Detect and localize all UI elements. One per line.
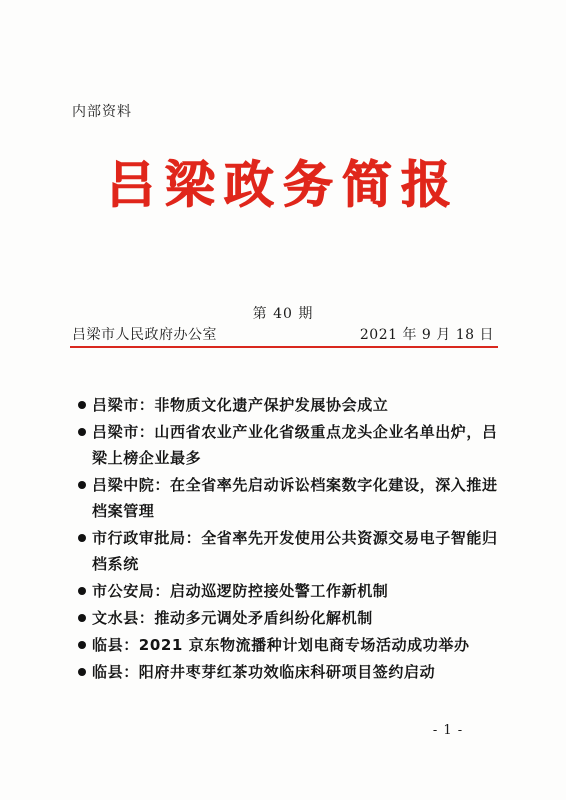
classification-label: 内部资料 — [72, 104, 132, 120]
bullet-icon — [78, 587, 86, 595]
headline-item — [78, 632, 508, 658]
headline-text: 临县：2021 京东物流播种计划电商专场活动成功举办 — [92, 636, 470, 654]
headline-text: 临县：阳府井枣芽红茶功效临床科研项目签约启动 — [92, 663, 436, 681]
red-divider-line — [70, 346, 498, 348]
headline-item — [78, 605, 508, 631]
bullet-icon — [78, 401, 86, 409]
headline-item — [78, 392, 508, 418]
headline-text: 文水县：推动多元调处矛盾纠纷化解机制 — [92, 609, 373, 627]
headline-item — [78, 659, 508, 685]
headline-text: 吕梁中院：在全省率先启动诉讼档案数字化建设，深入推进档案管理 — [92, 476, 498, 520]
headline-item — [78, 525, 508, 577]
headline-text: 吕梁市：非物质文化遗产保护发展协会成立 — [92, 396, 389, 414]
headline-text: 市行政审批局：全省率先开发使用公共资源交易电子智能归档系统 — [92, 529, 498, 573]
headline-text: 市公安局：启动巡逻防控接处警工作新机制 — [92, 582, 389, 600]
headline-item — [78, 472, 508, 524]
headline-text: 吕梁市：山西省农业产业化省级重点龙头企业名单出炉，吕梁上榜企业最多 — [92, 423, 498, 467]
masthead-title: 吕梁政务简报 — [106, 156, 460, 214]
publication-meta — [72, 324, 494, 344]
bullet-icon — [78, 534, 86, 542]
headline-item — [78, 419, 508, 471]
bullet-icon — [78, 641, 86, 649]
issue-number: 第 40 期 — [252, 306, 314, 322]
bullet-icon — [78, 668, 86, 676]
bullet-icon — [78, 481, 86, 489]
headline-list — [78, 392, 508, 686]
bullet-icon — [78, 614, 86, 622]
bullet-icon — [78, 428, 86, 436]
publication-date: 2021 年 9 月 18 日 — [359, 327, 494, 343]
page-number: - 1 - — [432, 723, 464, 738]
headline-item — [78, 578, 508, 604]
publisher-name: 吕梁市人民政府办公室 — [72, 327, 217, 343]
